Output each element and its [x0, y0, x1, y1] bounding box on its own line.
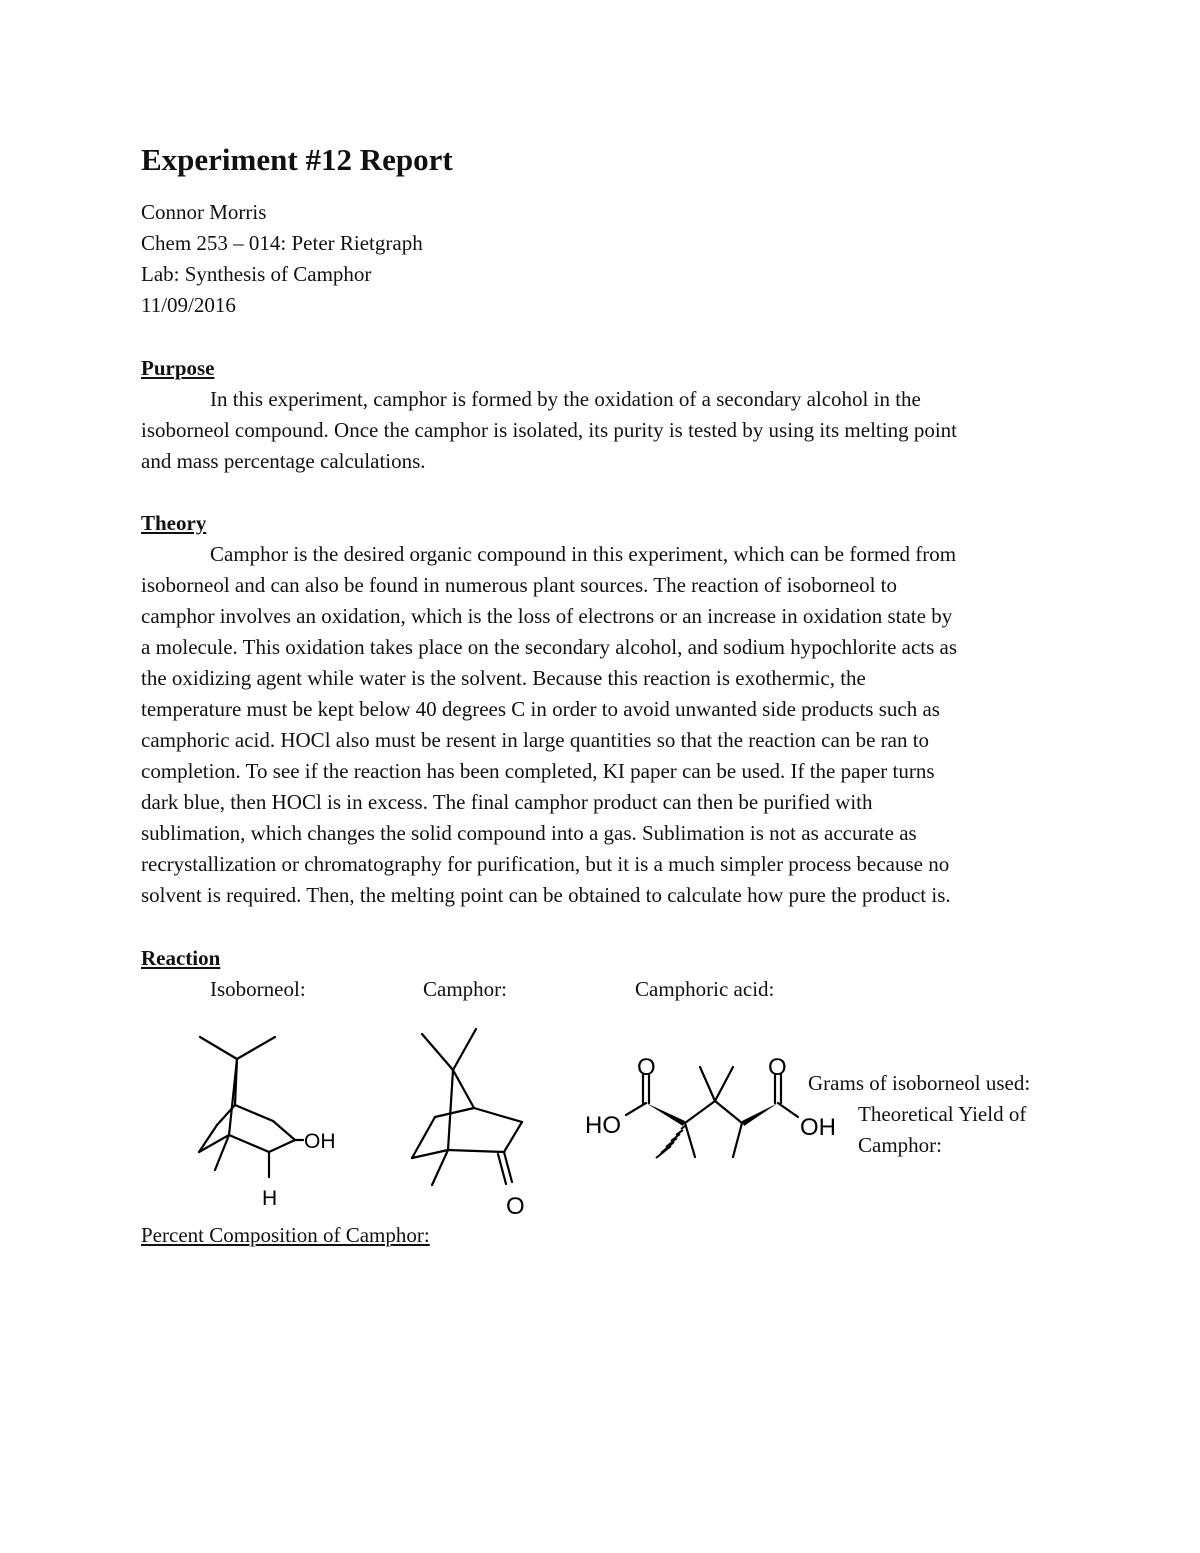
theory-line: temperature must be kept below 40 degrees C in order to avoid unwanted side products such as: [141, 697, 940, 721]
purpose-line: In this experiment, camphor is formed by the oxidation of a secondary alcohol in the: [210, 387, 921, 411]
grams-isoborneol-used: Grams of isoborneol used:: [808, 1071, 1031, 1095]
camphor-structure-icon: [400, 1022, 550, 1222]
theory-line: completion. To see if the reaction has been completed, KI paper can be used. If the paper turns: [141, 759, 935, 783]
purpose-paragraph: [141, 384, 1066, 477]
purpose-heading: Purpose: [141, 356, 215, 380]
report-date: 11/09/2016: [141, 293, 236, 317]
camphoric-o-left: O: [637, 1054, 656, 1081]
purpose-line: and mass percentage calculations.: [141, 449, 426, 473]
author-name: Connor Morris: [141, 200, 267, 224]
theory-line: Camphor is the desired organic compound in this experiment, which can be formed from: [210, 542, 957, 566]
theory-line: camphor involves an oxidation, which is the loss of electrons or an increase in oxidation state by: [141, 604, 953, 628]
reaction-heading: Reaction: [141, 946, 221, 970]
camphoric-ho: HO: [585, 1112, 621, 1139]
report-meta: [141, 197, 423, 321]
theory-heading: Theory: [141, 511, 207, 535]
isoborneol-structure-icon: [185, 1025, 355, 1215]
camphor-o: O: [506, 1193, 525, 1220]
course-info: Chem 253 – 014: Peter Rietgraph: [141, 231, 423, 255]
theory-line: the oxidizing agent while water is the solvent. Because this reaction is exothermic, the: [141, 666, 866, 690]
theory-line: isoborneol and can also be found in numerous plant sources. The reaction of isoborneol to: [141, 573, 898, 597]
lab-title: Lab: Synthesis of Camphor: [141, 262, 372, 286]
percent-composition-label: Percent Composition of Camphor:: [141, 1223, 430, 1247]
camphoric-acid-label: Camphoric acid:: [635, 977, 775, 1001]
theory-line: dark blue, then HOCl is in excess. The final camphor product can then be purified with: [141, 790, 873, 814]
theoretical-yield-line2: Camphor:: [858, 1133, 942, 1157]
hashed-bond: [656, 1126, 685, 1158]
theory-line: recrystallization or chromatography for purification, but it is a much simpler process because no: [141, 852, 950, 876]
theory-paragraph: [141, 539, 1066, 911]
theory-line: camphoric acid. HOCl also must be resent in large quantities so that the reaction can be ran to: [141, 728, 930, 752]
isoborneol-oh: OH: [304, 1130, 336, 1153]
camphor-label: Camphor:: [423, 977, 507, 1001]
camphoric-oh: OH: [800, 1114, 836, 1141]
purpose-line: isoborneol compound. Once the camphor is isolated, its purity is tested by using its melting point: [141, 418, 957, 442]
camphoric-acid-structure-icon: [580, 1045, 850, 1175]
wedge-bond-left: [646, 1103, 685, 1126]
isoborneol-label: Isoborneol:: [210, 977, 306, 1001]
theoretical-yield-line1: Theoretical Yield of: [858, 1102, 1027, 1126]
wedge-bond-right: [742, 1103, 778, 1126]
camphoric-o-right: O: [768, 1054, 787, 1081]
isoborneol-h: H: [262, 1187, 278, 1210]
report-title: Experiment #12 Report: [141, 142, 453, 177]
theory-line: sublimation, which changes the solid compound into a gas. Sublimation is not as accurate as: [141, 821, 917, 845]
theory-line: a molecule. This oxidation takes place on the secondary alcohol, and sodium hypochlorite acts as: [141, 635, 958, 659]
theory-line: solvent is required. Then, the melting point can be obtained to calculate how pure the product is.: [141, 883, 951, 907]
